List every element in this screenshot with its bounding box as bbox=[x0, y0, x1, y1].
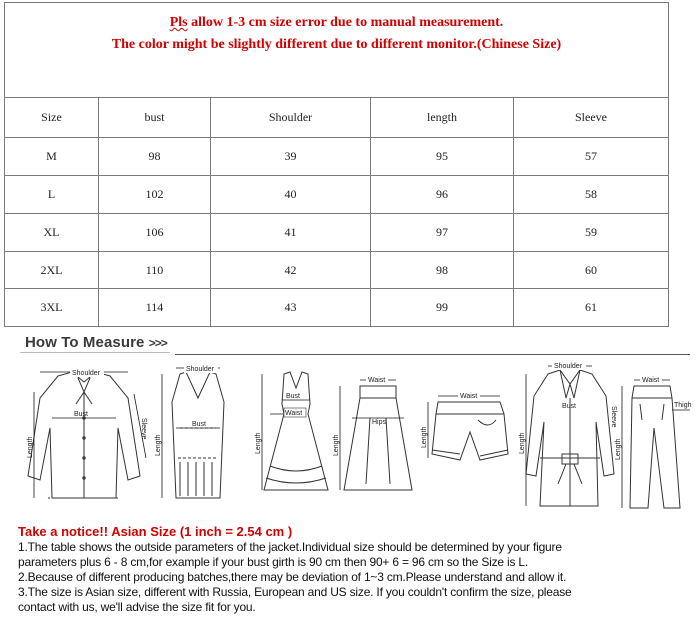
cell-bust: 110 bbox=[99, 252, 211, 289]
cell-length: 95 bbox=[371, 138, 514, 176]
note-line: 3.The size is Asian size, different with Russia, European and US size. If you couldn't confirm the size, please bbox=[18, 585, 572, 599]
label-bust-6: Bust bbox=[562, 403, 577, 410]
cell-sleeve: 57 bbox=[514, 138, 669, 176]
label-thigh-7: Thigh bbox=[674, 402, 692, 409]
measure-title bbox=[25, 334, 167, 351]
cell-length: 99 bbox=[371, 289, 514, 327]
label-length-3: Length bbox=[255, 432, 262, 454]
label-waist-7: Waist bbox=[642, 377, 660, 384]
notice-line-1-text: allow 1-3 cm size error due to manual measurement. bbox=[187, 15, 504, 30]
cell-size: XL bbox=[5, 214, 99, 252]
cell-bust: 106 bbox=[99, 214, 211, 252]
label-length-1: Length bbox=[27, 436, 34, 458]
label-bust-2: Bust bbox=[192, 421, 207, 428]
title-underline bbox=[175, 354, 690, 355]
header-length: length bbox=[371, 98, 514, 138]
cell-length: 98 bbox=[371, 252, 514, 289]
cell-size: M bbox=[5, 138, 99, 176]
size-chart-table bbox=[4, 2, 669, 327]
table-row bbox=[5, 289, 669, 327]
size-notes bbox=[18, 523, 690, 615]
table-row bbox=[5, 214, 669, 252]
label-bust-3: Bust bbox=[286, 393, 301, 400]
table-header-row bbox=[5, 98, 669, 138]
measure-illustrations bbox=[0, 358, 699, 520]
label-shoulder-6: Shoulder bbox=[554, 363, 583, 370]
cell-size: L bbox=[5, 176, 99, 214]
cell-bust: 102 bbox=[99, 176, 211, 214]
dress-figure bbox=[264, 372, 328, 490]
cell-sleeve: 61 bbox=[514, 289, 669, 327]
notice-line-2: The color might be slightly different due to different monitor.(Chinese Size) bbox=[111, 37, 562, 52]
notice-line-1 bbox=[5, 12, 668, 34]
note-line: contact with us, we'll advise the size fit for you. bbox=[18, 600, 256, 614]
cell-size: 2XL bbox=[5, 252, 99, 289]
header-sleeve: Sleeve bbox=[514, 98, 669, 138]
blouse-figure bbox=[28, 372, 140, 498]
label-length-7: Length bbox=[615, 438, 622, 460]
header-bust: bust bbox=[99, 98, 211, 138]
measure-arrows: >>> bbox=[148, 336, 167, 350]
note-line: 1.The table shows the outside parameters of the jacket.Individual size should be determined by your figure bbox=[18, 540, 562, 554]
measure-title-text: How To Measure bbox=[25, 334, 145, 351]
cell-sleeve: 59 bbox=[514, 214, 669, 252]
coat-figure bbox=[526, 370, 614, 506]
label-shoulder-1: Shoulder bbox=[72, 370, 101, 377]
notice-row bbox=[5, 3, 669, 98]
table-row bbox=[5, 176, 669, 214]
label-waist-5: Waist bbox=[460, 393, 478, 400]
label-bust-1: Bust bbox=[74, 411, 89, 418]
header-shoulder: Shoulder bbox=[211, 98, 371, 138]
cell-length: 97 bbox=[371, 214, 514, 252]
label-sleeve-6: Sleeve bbox=[610, 406, 617, 428]
header-size: Size bbox=[5, 98, 99, 138]
shorts-figure bbox=[432, 402, 508, 460]
pants-figure bbox=[630, 386, 680, 508]
label-length-6: Length bbox=[519, 432, 526, 454]
table-row bbox=[5, 252, 669, 289]
notes-title: Take a notice!! Asian Size (1 inch = 2.54 cm ) bbox=[18, 524, 293, 539]
label-length-2: Length bbox=[155, 434, 162, 456]
label-shoulder-2: Shoulder bbox=[186, 366, 215, 373]
tank-figure bbox=[172, 372, 224, 498]
label-waist-4: Waist bbox=[368, 377, 386, 384]
cell-bust: 114 bbox=[99, 289, 211, 327]
cell-sleeve: 58 bbox=[514, 176, 669, 214]
cell-sleeve: 60 bbox=[514, 252, 669, 289]
cell-shoulder: 42 bbox=[211, 252, 371, 289]
cell-size: 3XL bbox=[5, 289, 99, 327]
label-length-5: Length bbox=[421, 426, 428, 448]
cell-shoulder: 40 bbox=[211, 176, 371, 214]
cell-shoulder: 43 bbox=[211, 289, 371, 327]
label-hips-4: Hips bbox=[372, 419, 387, 426]
cell-bust: 98 bbox=[99, 138, 211, 176]
notice-marked-word: Pls bbox=[169, 15, 188, 30]
note-line: 2.Because of different producing batches,there may be deviation of 1~3 cm.Please understand and allow it. bbox=[18, 570, 567, 584]
title-underline-left bbox=[20, 352, 170, 353]
how-to-measure-section bbox=[0, 330, 699, 520]
table-row bbox=[5, 138, 669, 176]
label-sleeve-1: Sleeve bbox=[140, 418, 147, 440]
cell-shoulder: 41 bbox=[211, 214, 371, 252]
cell-shoulder: 39 bbox=[211, 138, 371, 176]
notice-cell bbox=[5, 3, 669, 98]
skirt-figure bbox=[344, 386, 412, 490]
cell-length: 96 bbox=[371, 176, 514, 214]
label-length-4: Length bbox=[333, 434, 340, 456]
label-waist-3: Waist bbox=[285, 410, 303, 417]
note-line: parameters plus 6 - 8 cm,for example if your bust girth is 90 cm then 90+ 6 = 96 cm so the Size is L. bbox=[18, 555, 529, 569]
